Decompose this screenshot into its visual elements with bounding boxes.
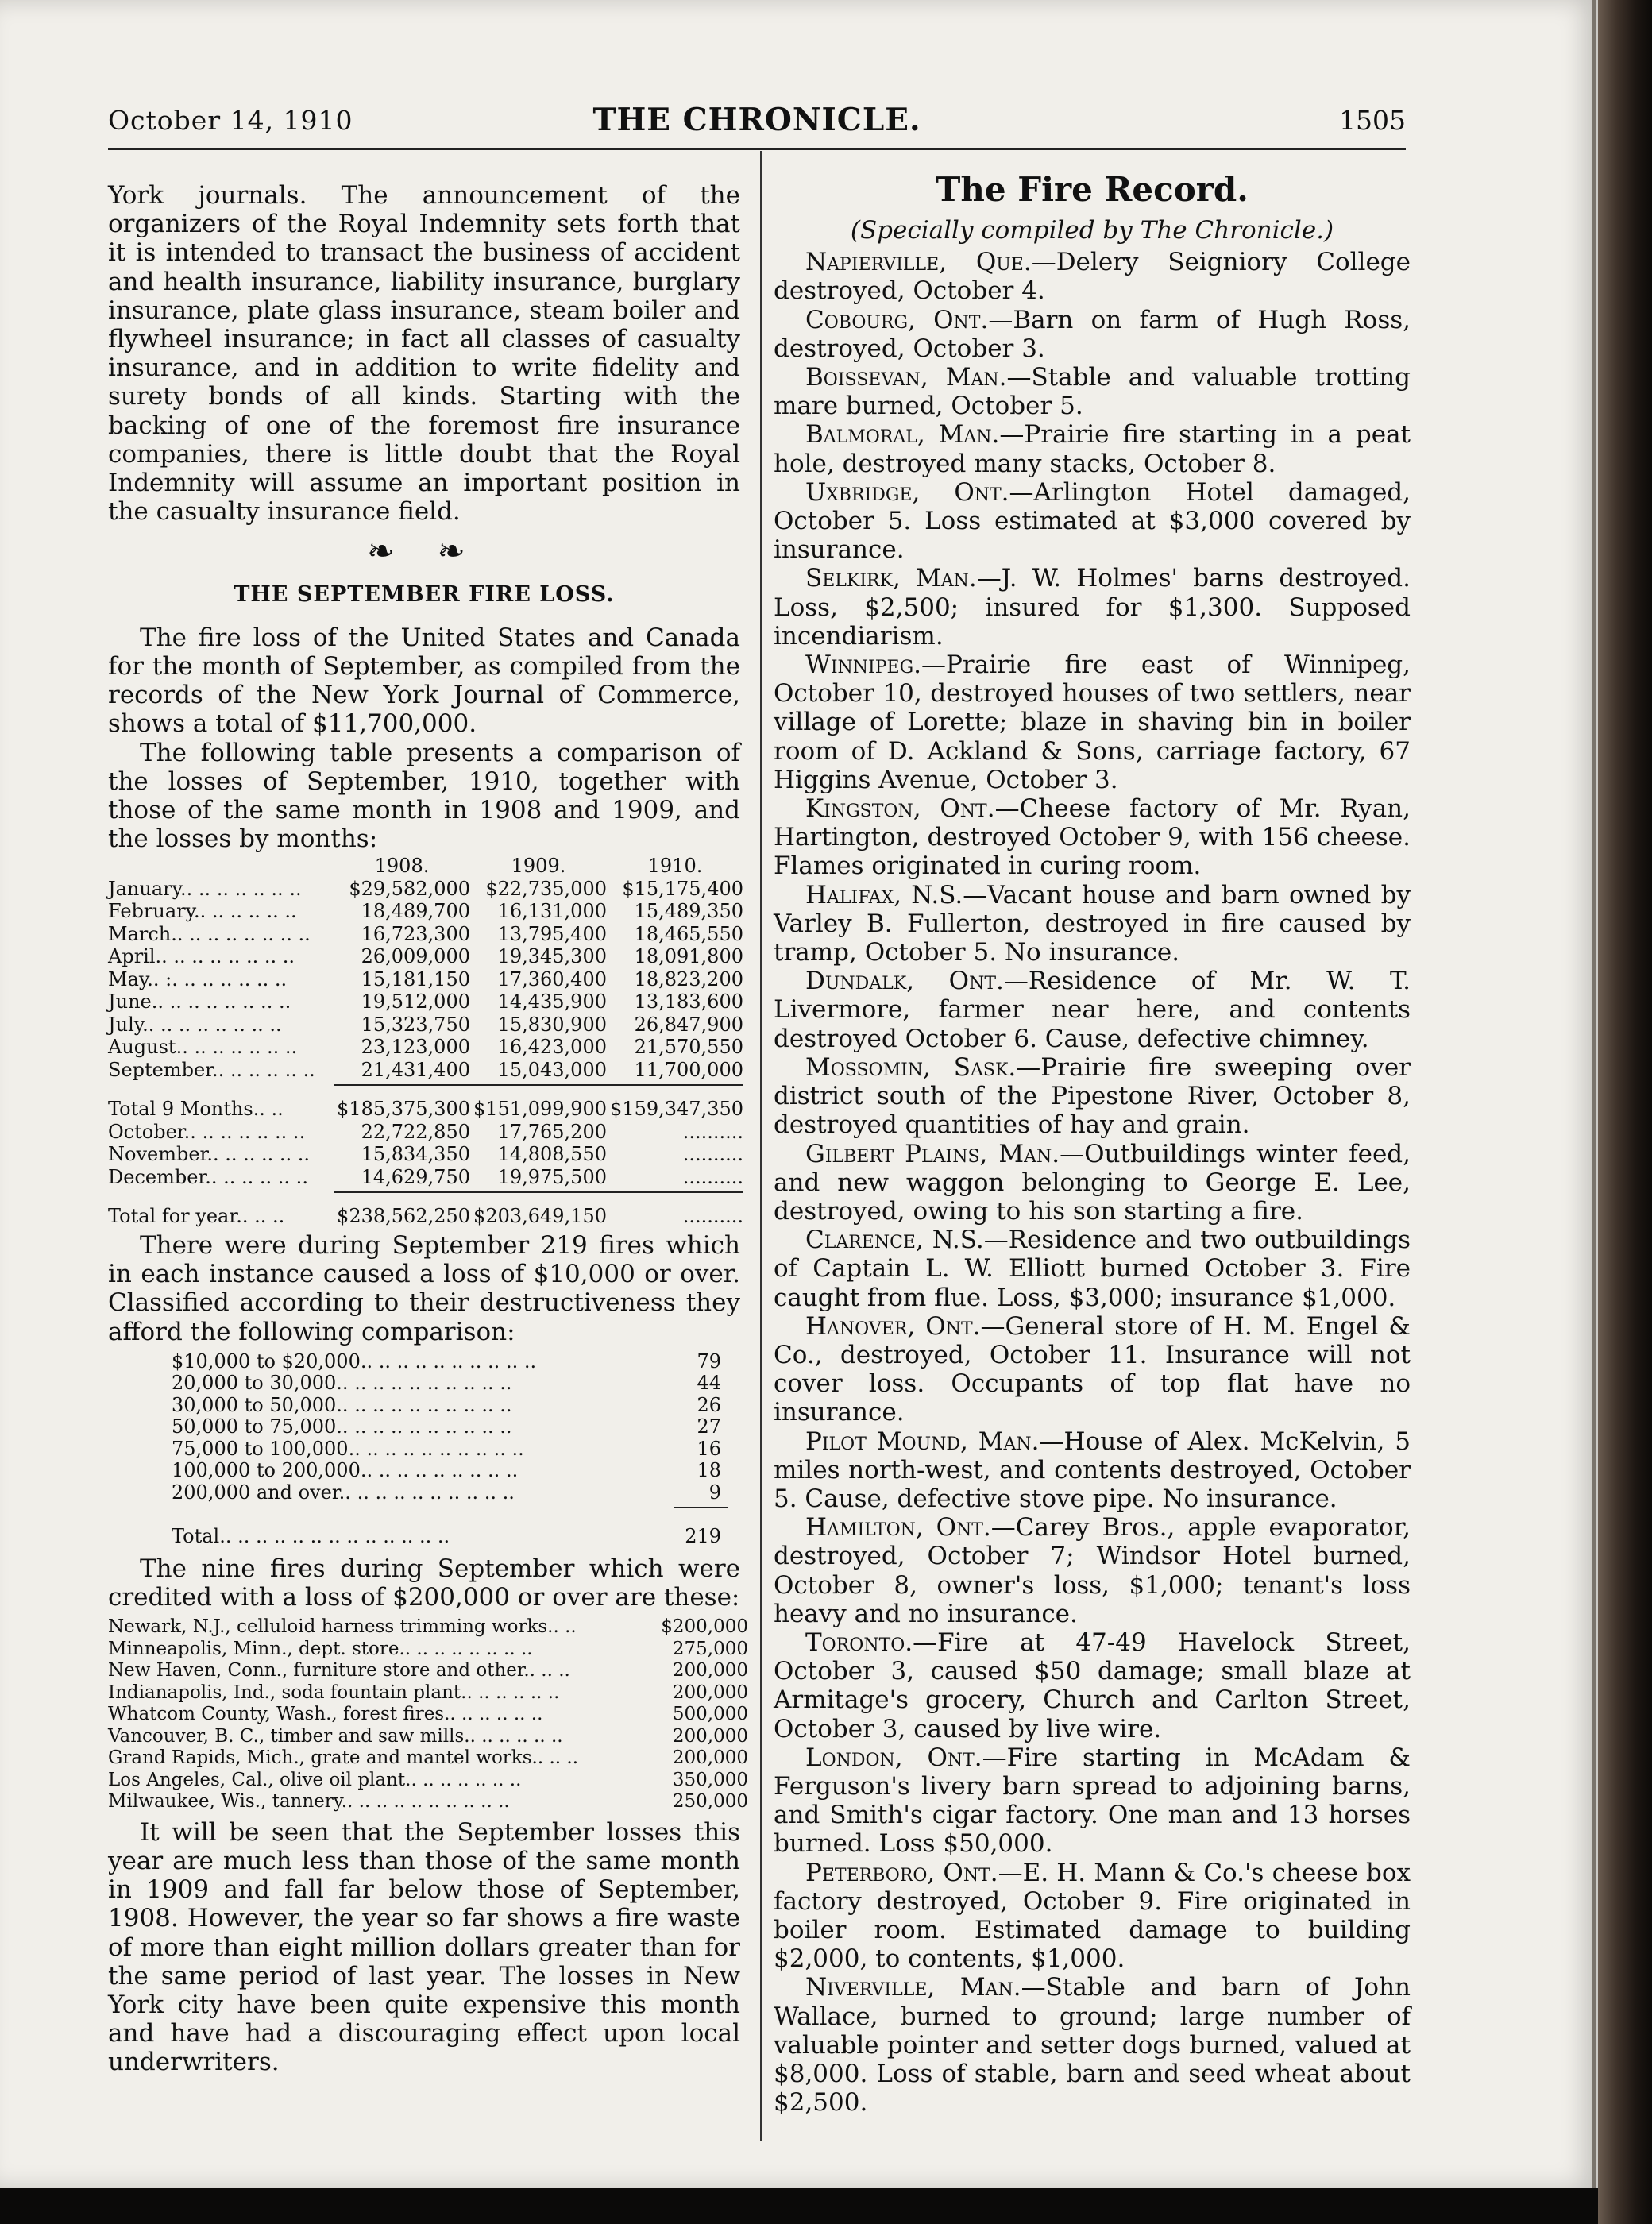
class-row — [172, 1482, 728, 1504]
row-label: December.. .. .. .. .. .. — [108, 1165, 308, 1188]
table-gap-row — [108, 1085, 743, 1098]
entry-text: —Stable and barn of John Wallace, burned to ground; large number of valuable pointer and setter dogs burned, valued at $8,000. Loss of stable, barn and seed wheat about $2,500. — [774, 1973, 1411, 2118]
entry-place: Clarence, N.S. — [805, 1226, 984, 1255]
rule-cell — [607, 1081, 743, 1085]
large-fire-row — [108, 1726, 748, 1748]
month-row — [108, 923, 743, 946]
section-title: THE SEPTEMBER FIRE LOSS. — [234, 581, 615, 607]
entry-place: Kingston, Ont. — [805, 794, 995, 824]
fire-record-entry — [774, 478, 1411, 565]
large-fire-label: Newark, N.J., celluloid harness trimming works.. .. — [108, 1616, 577, 1638]
row-label: August.. .. .. .. .. .. .. — [108, 1036, 298, 1059]
month-row — [108, 900, 743, 923]
value-1910: .......... — [682, 1205, 743, 1228]
entry-text: —Residence and two outbuildings of Captain L. W. Elliott burned October 3. Fire caught from flue. Loss, $3,000; insurance $1,000. — [774, 1226, 1411, 1312]
class-count: 27 — [697, 1415, 721, 1438]
fire-record-entry — [774, 1140, 1411, 1226]
table-header-row — [108, 855, 743, 878]
year-header: 1909. — [511, 855, 566, 878]
class-count: 9 — [708, 1481, 721, 1504]
large-fires-paragraph: The nine fires during September which were credited with a loss of $200,000 or over are these: — [108, 1554, 740, 1612]
header-rule — [108, 148, 1406, 150]
value-1908: 19,512,000 — [361, 990, 470, 1014]
class-count: 26 — [697, 1393, 721, 1416]
fire-record-entries — [774, 248, 1411, 2117]
class-range: 200,000 and over.. .. .. .. .. .. .. .. .. .. — [172, 1481, 515, 1504]
class-row — [172, 1416, 728, 1438]
entry-text: —Cheese factory of Mr. Ryan, Hartington, destroyed October 9, with 156 cheese. Flames originated in curing room. — [774, 794, 1411, 881]
value-1909: 16,131,000 — [497, 900, 607, 923]
large-fire-amount: 200,000 — [672, 1682, 748, 1703]
fire-record-entry — [774, 1973, 1411, 2117]
value-1910: 13,183,600 — [634, 990, 743, 1014]
large-fire-amount: 200,000 — [672, 1660, 748, 1682]
entry-text: —Carey Bros., apple evaporator, destroyed, October 7; Windsor Hotel burned, October 8, owner's loss, $1,000; tenant's loss heavy and no insurance. — [774, 1513, 1411, 1628]
intro-paragraph: York journals. The announcement of the organizers of the Royal Indemnity sets forth that it is intended to transact the business of accident and health insurance, liability insurance, burglary insurance, plate glass insurance, steam boiler and flywheel insurance; in fact all classes of casualty insurance, and in addition to write fidelity and surety bonds of all kinds. Starting with the backing of one of the foremost fire insurance companies, there is little doubt that the Royal Indemnity will assume an important position in the casualty insurance field. — [108, 181, 740, 527]
month-row — [108, 878, 743, 901]
value-1910: $15,175,400 — [622, 877, 743, 900]
value-1910: 15,489,350 — [634, 900, 743, 923]
value-1908: 21,431,400 — [361, 1058, 470, 1081]
entry-text: —Delery Seigniory College destroyed, October 4. — [774, 248, 1411, 306]
book-binding — [1598, 0, 1652, 2224]
value-1910: 18,823,200 — [634, 967, 743, 990]
value-1910: 18,091,800 — [634, 945, 743, 968]
large-fire-row — [108, 1639, 748, 1661]
large-fires-table — [108, 1616, 748, 1813]
header-date: October 14, 1910 — [108, 105, 353, 136]
comparison-paragraph: The following table presents a comparison of the losses of September, 1910, together with those of the same month in 1908 and 1909, and the losses by months: — [108, 738, 740, 854]
value-1908: 16,723,300 — [361, 922, 470, 945]
fire-record-title: The Fire Record. — [936, 170, 1249, 209]
rule-cell — [470, 1081, 607, 1085]
large-fire-label: Minneapolis, Minn., dept. store.. .. .. .. .. .. .. .. — [108, 1638, 533, 1659]
month-row — [108, 1059, 743, 1082]
class-row — [172, 1395, 728, 1417]
row-label: July.. .. .. .. .. .. .. .. — [108, 1013, 282, 1036]
fire-record-entry — [774, 967, 1411, 1053]
value-1909: 15,043,000 — [497, 1058, 607, 1081]
class-row — [172, 1351, 728, 1373]
value-1909: $22,735,000 — [485, 877, 607, 900]
value-1909: 17,360,400 — [497, 967, 607, 990]
gap-cell — [108, 1085, 334, 1098]
month-row — [108, 968, 743, 991]
monthly-loss-table — [108, 855, 743, 1228]
entry-place: London, Ont. — [805, 1743, 982, 1772]
value-1909: 16,423,000 — [497, 1036, 607, 1059]
fire-record-entry — [774, 306, 1411, 363]
value-1910: 11,700,000 — [634, 1058, 743, 1081]
month-row — [108, 1121, 743, 1144]
value-1910: 18,465,550 — [634, 922, 743, 945]
entry-place: Dundalk, Ont. — [805, 967, 1004, 996]
page-number: 1505 — [1339, 105, 1406, 136]
entry-place: Uxbridge, Ont. — [805, 477, 1009, 507]
large-fire-label: Los Angeles, Cal., olive oil plant.. .. .. .. .. .. .. — [108, 1769, 522, 1790]
month-row — [108, 1166, 743, 1189]
entry-place: Balmoral, Man. — [805, 420, 1000, 450]
entry-text: —J. W. Holmes' barns destroyed. Loss, $2,500; insured for $1,300. Supposed incendiarism. — [774, 564, 1411, 651]
entry-place: Hanover, Ont. — [805, 1311, 981, 1341]
fire-record-subtitle: (Specially compiled by The Chronicle.) — [850, 216, 1334, 245]
entry-text: —Prairie fire sweeping over district south of the Pipestone River, October 8, destroyed quantities of hay and grain. — [774, 1052, 1411, 1140]
large-fire-label: New Haven, Conn., furniture store and other.. .. .. — [108, 1660, 570, 1682]
fire-record-entry — [774, 1226, 1411, 1312]
fire-record-entry — [774, 564, 1411, 651]
entry-text: —Barn on farm of Hugh Ross, destroyed, October 3. — [774, 305, 1411, 363]
class-count: 44 — [697, 1372, 721, 1395]
entry-place: Gilbert Plains, Man. — [805, 1139, 1060, 1168]
class-total-count: 219 — [685, 1525, 721, 1548]
class-count: 79 — [697, 1349, 721, 1373]
entry-text: —Fire at 47-49 Havelock Street, October 3, caused $50 damage; small blaze at Armitage's grocery, Church and Carlton Street, October 3, caused by live wire. — [774, 1627, 1411, 1743]
entry-text: —Residence of Mr. W. T. Livermore, farmer near here, and contents destroyed October 6. Cause, defective chimney. — [774, 967, 1411, 1053]
month-row — [108, 945, 743, 968]
large-fire-row — [108, 1747, 748, 1770]
entry-text: —Vacant house and barn owned by Varley B. Fullerton, destroyed in fire caused by tramp, October 5. No insurance. — [774, 880, 1411, 967]
entry-place: Peterboro, Ont. — [805, 1858, 998, 1887]
class-range: 20,000 to 30,000.. .. .. .. .. .. .. .. .. .. — [172, 1372, 512, 1395]
header-blank-cell — [108, 855, 334, 878]
large-fire-label: Grand Rapids, Mich., grate and mantel works.. .. .. — [108, 1747, 579, 1769]
large-fire-label: Milwaukee, Wis., tannery.. .. .. .. .. .. .. .. .. .. — [108, 1791, 510, 1813]
year-header: 1910. — [647, 855, 703, 878]
large-fire-amount: 200,000 — [672, 1725, 748, 1747]
closing-paragraph: It will be seen that the September losses this year are much less than those of the same month in 1909 and fall far below those of September, 1908. However, the year so far shows a fire waste of more than eight million dollars greater than for the same period of last year. The losses in New York city have been quite expensive this month and have had a discouraging effect upon local underwriters. — [108, 1817, 740, 2077]
page-header — [108, 102, 1406, 149]
class-row — [172, 1438, 728, 1461]
entry-place: Halifax, N.S. — [805, 880, 963, 909]
row-label: January.. .. .. .. .. .. .. — [108, 877, 302, 900]
left-column — [108, 181, 748, 2077]
fire-record-entry — [774, 651, 1411, 794]
value-1908: 23,123,000 — [361, 1036, 470, 1059]
value-1909: 14,435,900 — [497, 990, 607, 1014]
rule-cell — [607, 1188, 743, 1192]
month-row — [108, 1143, 743, 1166]
nine-month-total-row — [108, 1098, 743, 1121]
value-1910: 21,570,550 — [634, 1036, 743, 1059]
fire-record-entry — [774, 1743, 1411, 1859]
row-label: October.. .. .. .. .. .. .. — [108, 1120, 306, 1143]
entry-place: Cobourg, Ont. — [805, 305, 989, 334]
large-fire-row — [108, 1704, 748, 1726]
fire-record-entry — [774, 1053, 1411, 1140]
large-fire-amount: 250,000 — [672, 1791, 748, 1813]
entry-text: —E. H. Mann & Co.'s cheese box factory destroyed, October 9. Fire originated in boiler room. Estimated damage to building $2,000, to contents, $1,000. — [774, 1858, 1411, 1974]
page-gutter — [1592, 0, 1596, 2188]
class-count: 16 — [697, 1437, 721, 1460]
value-1908: $185,375,300 — [337, 1098, 470, 1121]
large-fire-amount: 200,000 — [672, 1747, 748, 1769]
right-column — [774, 168, 1411, 2117]
fire-record-entry — [774, 363, 1411, 420]
class-range: $10,000 to $20,000.. .. .. .. .. .. .. .. .. .. — [172, 1349, 537, 1373]
class-range: 50,000 to 75,000.. .. .. .. .. .. .. .. .. .. — [172, 1415, 512, 1438]
value-1908: $29,582,000 — [349, 877, 470, 900]
large-fire-row — [108, 1682, 748, 1705]
entry-text: —Prairie fire east of Winnipeg, October 10, destroyed houses of two settlers, near village of Lorette; blaze in shaving bin in boiler room of D. Ackland & Sons, carriage factory, 67 Higgins Avenue, October 3. — [774, 651, 1411, 794]
row-label: February.. .. .. .. .. .. — [108, 900, 297, 923]
large-fire-amount: 350,000 — [672, 1769, 748, 1790]
large-fire-amount: $200,000 — [661, 1616, 748, 1638]
entry-place: Winnipeg. — [805, 651, 922, 680]
value-1908: 15,323,750 — [361, 1013, 470, 1036]
value-1910: $159,347,350 — [610, 1098, 743, 1121]
entry-place: Selkirk, Man. — [805, 564, 977, 593]
value-1910: .......... — [682, 1165, 743, 1188]
class-range: 100,000 to 200,000.. .. .. .. .. .. .. .. .. — [172, 1459, 519, 1482]
value-1908: 18,489,700 — [361, 900, 470, 923]
journal-title: THE CHRONICLE. — [592, 102, 921, 138]
large-fire-label: Whatcom County, Wash., forest fires.. .. .. .. .. .. — [108, 1704, 543, 1725]
class-range: 30,000 to 50,000.. .. .. .. .. .. .. .. .. .. — [172, 1393, 512, 1416]
entry-text: —Outbuildings winter feed, and new waggon belonging to George E. Lee, destroyed, owing to his son starting a fire. — [774, 1139, 1411, 1226]
page-bottom-edge — [0, 2188, 1598, 2224]
fire-record-entry — [774, 1427, 1411, 1514]
entry-place: Toronto. — [805, 1627, 913, 1657]
fire-record-entry — [774, 1312, 1411, 1427]
fire-record-entry — [774, 794, 1411, 881]
class-count: 18 — [697, 1459, 721, 1482]
value-1909: $151,099,900 — [473, 1098, 607, 1121]
month-row — [108, 1036, 743, 1059]
value-1909: 19,975,500 — [497, 1165, 607, 1188]
entry-place: Mossomin, Sask. — [805, 1052, 1017, 1082]
large-fire-amount: 500,000 — [672, 1704, 748, 1725]
value-1909: 15,830,900 — [497, 1013, 607, 1036]
year-total-row — [108, 1205, 743, 1228]
large-fire-amount: 275,000 — [672, 1638, 748, 1659]
entry-place: Hamilton, Ont. — [805, 1513, 991, 1543]
large-fire-row — [108, 1770, 748, 1792]
value-1908: 15,834,350 — [361, 1143, 470, 1166]
large-fire-row — [108, 1791, 748, 1813]
column-rule — [760, 151, 762, 2141]
fire-record-entry — [774, 248, 1411, 305]
class-row — [172, 1373, 728, 1395]
entry-place: Napierville, Que. — [805, 248, 1032, 277]
row-label: March.. .. .. .. .. .. .. .. — [108, 922, 311, 945]
class-range: 75,000 to 100,000.. .. .. .. .. .. .. .. .. .. — [172, 1437, 524, 1460]
row-label: Total for year.. .. .. — [108, 1205, 285, 1228]
row-label: April.. .. .. .. .. .. .. .. — [108, 945, 295, 968]
value-1908: $238,562,250 — [337, 1205, 470, 1228]
class-total-label: Total.. .. .. .. .. .. .. .. .. .. .. .. .. — [172, 1524, 450, 1547]
value-1910: 26,847,900 — [634, 1013, 743, 1036]
fire-record-entry — [774, 1628, 1411, 1743]
value-1909: 17,765,200 — [497, 1120, 607, 1143]
gap-cell — [108, 1192, 334, 1205]
entry-place: Niverville, Man. — [805, 1973, 1021, 2002]
entry-text: —General store of H. M. Engel & Co., destroyed, October 11. Insurance will not cover loss. Occupants of top flat have no insurance. — [774, 1311, 1411, 1427]
classification-paragraph: There were during September 219 fires which in each instance caused a loss of $10,000 or over. Classified according to their destructiveness they afford the following comparison: — [108, 1230, 740, 1346]
month-row — [108, 1014, 743, 1037]
value-1909: 14,808,550 — [497, 1143, 607, 1166]
table-gap-row — [108, 1192, 743, 1205]
row-label: November.. .. .. .. .. .. — [108, 1143, 311, 1166]
fire-record-entry — [774, 1859, 1411, 1974]
entry-place: Pilot Mound, Man. — [805, 1427, 1040, 1456]
entry-text: —Prairie fire starting in a peat hole, destroyed many stacks, October 8. — [774, 420, 1411, 478]
row-label: Total 9 Months.. .. — [108, 1098, 284, 1121]
fire-record-entry — [774, 1513, 1411, 1628]
value-1910: .......... — [682, 1120, 743, 1143]
fire-record-entry — [774, 420, 1411, 477]
fire-record-entry — [774, 881, 1411, 967]
value-1909: 13,795,400 — [497, 922, 607, 945]
entry-text: —Fire starting in McAdam & Ferguson's livery barn spread to adjoining barns, and Smith's cigar factory. One man and 13 horses burned. Loss $50,000. — [774, 1743, 1411, 1859]
row-label: May.. :. .. .. .. .. .. .. — [108, 967, 288, 990]
large-fire-row — [108, 1616, 748, 1639]
entry-text: —Arlington Hotel damaged, October 5. Loss estimated at $3,000 covered by insurance. — [774, 477, 1411, 565]
year-header: 1908. — [374, 855, 430, 878]
large-fire-label: Vancouver, B. C., timber and saw mills.. .. .. .. .. .. — [108, 1725, 563, 1747]
value-1908: 22,722,850 — [361, 1120, 470, 1143]
rule-cell — [470, 1188, 607, 1192]
row-label: September.. .. .. .. .. .. — [108, 1058, 315, 1081]
value-1909: 19,345,300 — [497, 945, 607, 968]
class-row — [172, 1460, 728, 1482]
value-1908: 14,629,750 — [361, 1165, 470, 1188]
value-1908: 26,009,000 — [361, 945, 470, 968]
large-fire-label: Indianapolis, Ind., soda fountain plant.. .. .. .. .. .. — [108, 1682, 560, 1703]
entry-text: —House of Alex. McKelvin, 5 miles north-west, and contents destroyed, October 5. Cause, defective stove pipe. No insurance. — [774, 1427, 1411, 1513]
classification-table — [172, 1351, 728, 1548]
entry-place: Boissevan, Man. — [805, 363, 1007, 392]
rule-cell — [334, 1081, 470, 1085]
rule-cell — [334, 1188, 470, 1192]
large-fire-row — [108, 1660, 748, 1682]
entry-text: —Stable and valuable trotting mare burned, October 5. — [774, 363, 1411, 421]
value-1908: 15,181,150 — [361, 967, 470, 990]
class-total-row — [172, 1508, 728, 1548]
fire-loss-paragraph: The fire loss of the United States and Canada for the month of September, as compiled from the records of the New York Journal of Commerce, shows a total of $11,700,000. — [108, 623, 740, 739]
value-1910: .......... — [682, 1143, 743, 1166]
month-row — [108, 990, 743, 1014]
row-label: June.. .. .. .. .. .. .. .. — [108, 990, 291, 1014]
value-1909: $203,649,150 — [473, 1205, 607, 1228]
ornament-divider: ❧ ❧ — [367, 531, 481, 571]
